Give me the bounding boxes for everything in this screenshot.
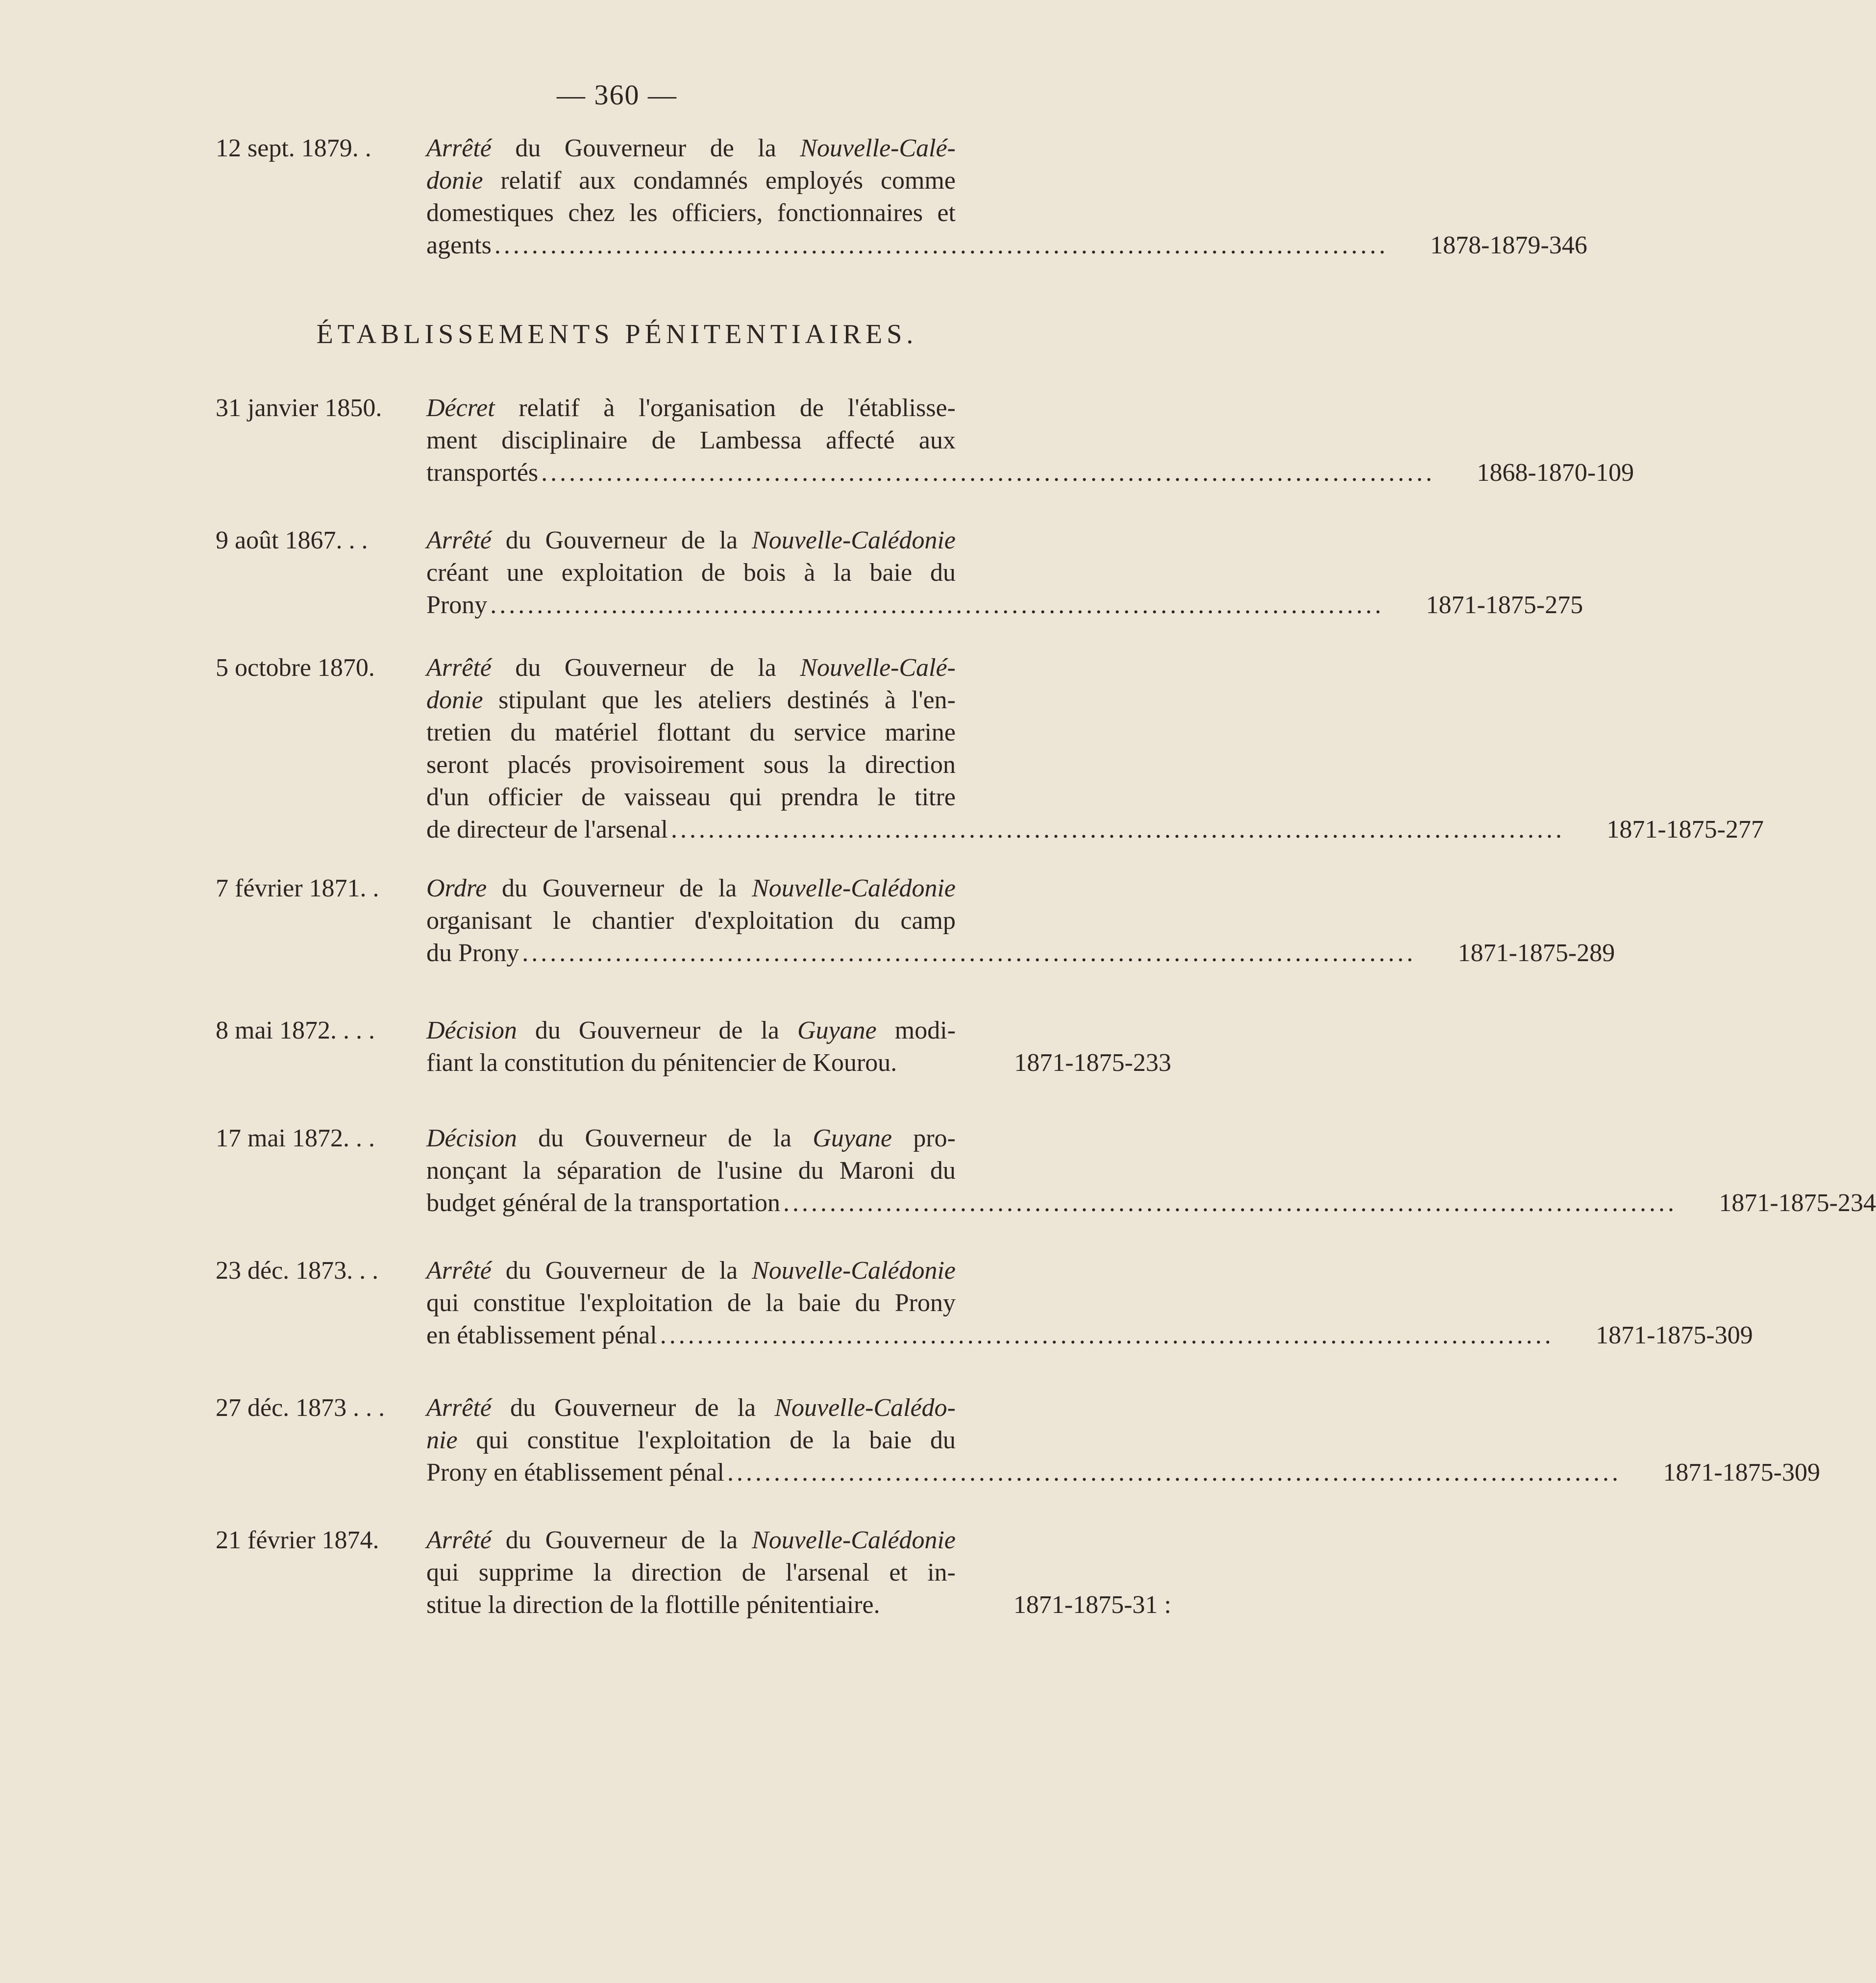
- page-number: — 360 —: [557, 79, 677, 111]
- entry-last-text: en établissement pénal: [426, 1321, 657, 1349]
- entry-line: donie stipulant que les ateliers destinés à l'en-: [426, 686, 956, 714]
- entry-last-line: [426, 229, 1587, 262]
- entry-date: 17 mai 1872. . .: [216, 1124, 375, 1152]
- entry-line: Arrêté du Gouverneur de la Nouvelle-Calédonie: [426, 1526, 956, 1554]
- entry-reference: 1871-1875-277: [1606, 816, 1764, 843]
- entry-reference: 1868-1870-109: [1477, 459, 1634, 487]
- section-title: ÉTABLISSEMENTS PÉNITENTIAIRES.: [316, 319, 918, 349]
- entry-line: ment disciplinaire de Lambessa affecté aux: [426, 426, 956, 454]
- entry-date: 23 déc. 1873. . .: [216, 1257, 379, 1285]
- entry-body: [426, 1015, 1171, 1079]
- entry-last-text: Prony en établissement pénal: [426, 1459, 724, 1487]
- entry-reference: 1871-1875-309: [1596, 1321, 1753, 1349]
- entry-line: tretien du matériel flottant du service marine: [426, 719, 956, 746]
- dot-leader: ................................................................................................: [783, 1189, 1677, 1217]
- entry-line: d'un officier de vaisseau qui prendra le titre: [426, 783, 956, 811]
- dot-leader: ................................................................................................: [541, 459, 1435, 487]
- entry-last-line: [426, 814, 1764, 846]
- entry-reference: 1871-1875-289: [1457, 939, 1615, 967]
- entry-date: 5 octobre 1870.: [216, 654, 375, 682]
- entry-line: Décision du Gouverneur de la Guyane modi-: [426, 1016, 956, 1044]
- entry-line: Décision du Gouverneur de la Guyane pro-: [426, 1124, 956, 1152]
- entry-last-text: fiant la constitution du pénitencier de Kourou.: [426, 1049, 897, 1077]
- entry-body: [426, 872, 1615, 969]
- entry-line: organisant le chantier d'exploitation du camp: [426, 907, 956, 935]
- entry-last-line: [426, 937, 1615, 969]
- entry-line: Arrêté du Gouverneur de la Nouvelle-Calédonie: [426, 1257, 956, 1285]
- dot-leader: ................................................................................................: [670, 816, 1565, 843]
- entry-last-line: [426, 1047, 1171, 1079]
- entry-body: [426, 524, 1583, 621]
- entry-date: 9 août 1867. . .: [216, 526, 368, 554]
- entry-last-text: agents: [426, 231, 492, 259]
- entry-line: qui constitue l'exploitation de la baie du Prony: [426, 1289, 956, 1317]
- entry-reference: 1871-1875-233: [1014, 1049, 1171, 1077]
- entry-date: 7 février 1871. .: [216, 874, 379, 902]
- entry-last-text: Prony: [426, 591, 488, 619]
- dot-leader: ................................................................................................: [490, 591, 1384, 619]
- entry-line: Arrêté du Gouverneur de la Nouvelle-Calé-: [426, 654, 956, 682]
- entry-line: Décret relatif à l'organisation de l'établisse-: [426, 394, 956, 422]
- entry-line: seront placés provisoirement sous la direction: [426, 751, 956, 779]
- entry-body: [426, 1122, 1876, 1219]
- dot-leader: ................................................................................................: [660, 1321, 1554, 1349]
- entry-body: [426, 132, 1587, 262]
- dot-leader: ................................................................................................: [522, 939, 1416, 967]
- entry-date: 8 mai 1872. . . .: [216, 1016, 375, 1044]
- entry-line: Arrêté du Gouverneur de la Nouvelle-Calé-: [426, 134, 956, 162]
- dot-leader: ................................................................................................: [494, 231, 1388, 259]
- entry-reference: 1871-1875-309: [1663, 1459, 1820, 1487]
- entry-reference: 1871-1875-234: [1719, 1189, 1876, 1217]
- entry-line: Arrêté du Gouverneur de la Nouvelle-Calédo-: [426, 1394, 956, 1422]
- entry-line: Ordre du Gouverneur de la Nouvelle-Calédonie: [426, 874, 956, 902]
- entry-last-line: [426, 1187, 1876, 1219]
- entry-date: 27 déc. 1873 . . .: [216, 1394, 385, 1422]
- entry-last-text: de directeur de l'arsenal: [426, 816, 668, 843]
- entry-last-text: du Prony: [426, 939, 519, 967]
- entry-line: qui supprime la direction de l'arsenal et in-: [426, 1559, 956, 1586]
- entry-body: [426, 652, 1764, 846]
- entry-reference: 1878-1879-346: [1430, 231, 1587, 259]
- entry-date: 21 février 1874.: [216, 1526, 379, 1554]
- entry-last-text: budget général de la transportation: [426, 1189, 780, 1217]
- entry-last-line: [426, 1589, 1171, 1621]
- entry-reference: 1871-1875-31 :: [1013, 1591, 1171, 1619]
- dot-leader: [880, 1589, 975, 1621]
- entry-body: [426, 392, 1634, 489]
- entry-date: 12 sept. 1879. .: [216, 134, 371, 162]
- entry-body: [426, 1255, 1753, 1352]
- entry-date: 31 janvier 1850.: [216, 394, 382, 422]
- entry-last-text: transportés: [426, 459, 539, 487]
- entry-line: nonçant la séparation de l'usine du Maroni du: [426, 1157, 956, 1185]
- entry-line: Arrêté du Gouverneur de la Nouvelle-Calédonie: [426, 526, 956, 554]
- entry-line: nie qui constitue l'exploitation de la baie du: [426, 1426, 956, 1454]
- entry-body: [426, 1524, 1171, 1621]
- entry-line: créant une exploitation de bois à la baie du: [426, 559, 956, 587]
- entry-last-line: [426, 1319, 1753, 1352]
- entry-body: [426, 1392, 1820, 1489]
- entry-last-line: [426, 589, 1583, 621]
- entry-last-text: stitue la direction de la flottille pénitentiaire.: [426, 1591, 880, 1619]
- entry-reference: 1871-1875-275: [1426, 591, 1583, 619]
- entry-last-line: [426, 457, 1634, 489]
- dot-leader: ................................................................................................: [727, 1459, 1621, 1487]
- entry-line: domestiques chez les officiers, fonctionnaires et: [426, 199, 956, 227]
- dot-leader: [897, 1047, 975, 1079]
- entry-line: donie relatif aux condamnés employés comme: [426, 167, 956, 195]
- entry-last-line: [426, 1457, 1820, 1489]
